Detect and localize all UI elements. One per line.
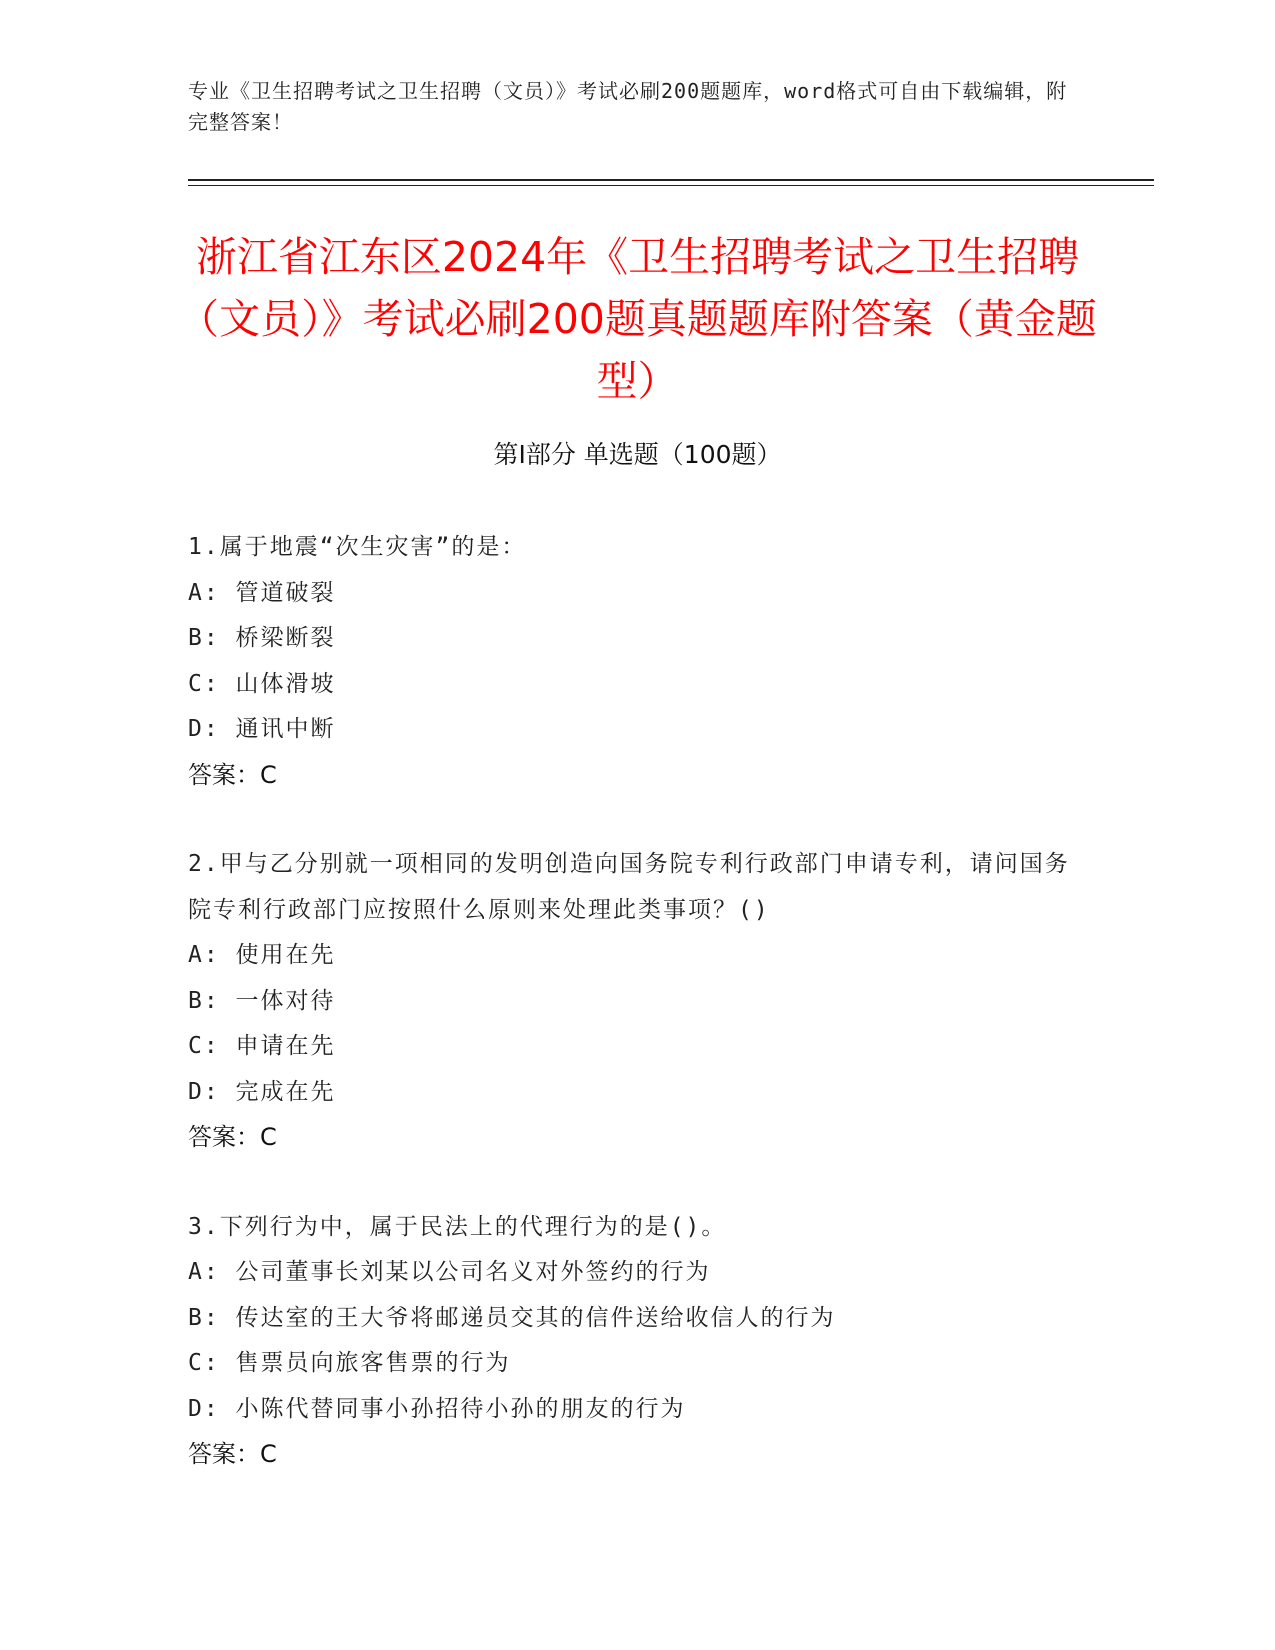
option-a: A: 使用在先 [188, 942, 336, 968]
header-divider-thin [188, 185, 1154, 186]
option-b: B: 传达室的王大爷将邮递员交其的信件送给收信人的行为 [188, 1304, 836, 1331]
option-c: C: 售票员向旅客售票的行为 [188, 1350, 511, 1376]
option-b: B: 桥梁断裂 [188, 625, 336, 651]
option-b: B: 一体对待 [188, 987, 336, 1014]
question-2 [188, 842, 1088, 1161]
option-d: D: 完成在先 [188, 1078, 336, 1105]
document-title: 浙江省江东区2024年《卫生招聘考试之卫生招聘（文员）》考试必刷200题真题题库附答案（黄金题型） [178, 233, 1097, 405]
question-text: 2.甲与乙分别就一项相同的发明创造向国务院专利行政部门申请专利，请问国务院专利行政部门应按照什么原则来处理此类事项？() [188, 851, 1070, 923]
option-d: D: 通讯中断 [188, 716, 336, 742]
section-title: 第Ⅰ部分 单选题（100题） [493, 440, 782, 469]
option-c: C: 山体滑坡 [188, 670, 336, 697]
answer: 答案：C [188, 1123, 277, 1151]
option-d: D: 小陈代替同事小孙招待小孙的朋友的行为 [188, 1395, 686, 1422]
question-text: 3.下列行为中，属于民法上的代理行为的是()。 [188, 1213, 727, 1240]
question-3 [188, 1205, 1088, 1478]
answer: 答案：C [188, 1440, 277, 1468]
option-a: A: 公司董事长刘某以公司名义对外签约的行为 [188, 1259, 711, 1285]
option-c: C: 申请在先 [188, 1033, 336, 1059]
question-1 [188, 525, 1088, 798]
answer: 答案：C [188, 760, 277, 789]
question-list [188, 525, 1088, 1522]
header-divider-thick [188, 179, 1154, 181]
option-a: A: 管道破裂 [188, 579, 336, 606]
header-note: 专业《卫生招聘考试之卫生招聘（文员）》考试必刷200题题库，word格式可自由下载编辑，附完整答案！ [188, 79, 1068, 134]
question-text: 1.属于地震“次生灾害”的是： [188, 534, 527, 560]
